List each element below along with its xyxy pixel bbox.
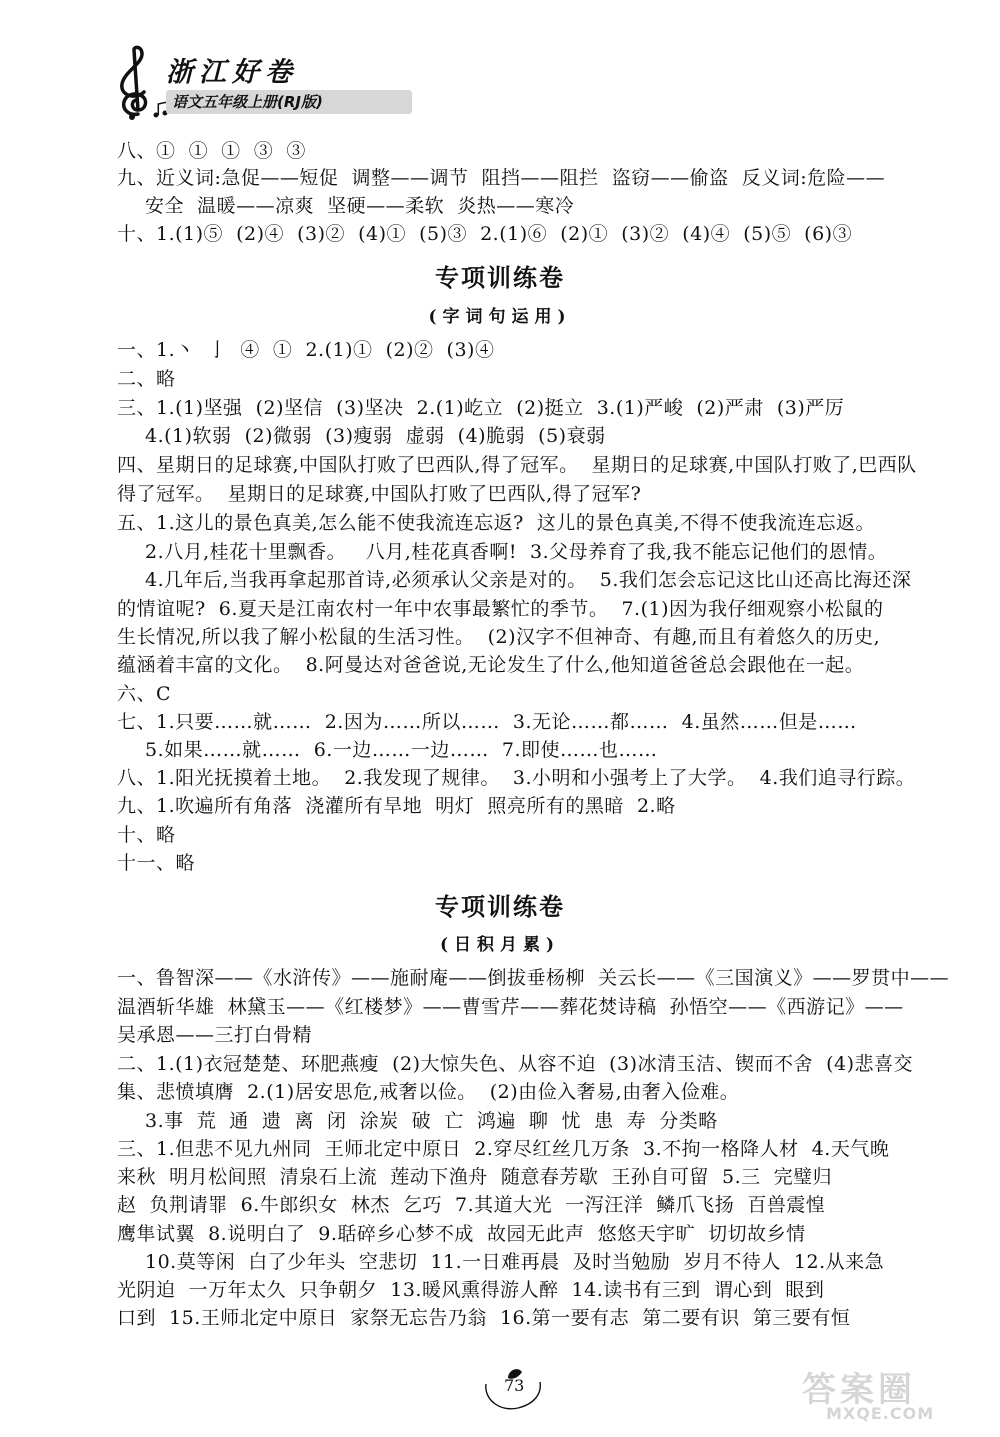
answer-line: 3.事 荒 通 遗 离 闭 涂炭 破 亡 鸿遍 聊 忧 患 寿 分类略 (145, 1110, 718, 1132)
watermark-text: 答案圈 (802, 1370, 916, 1410)
answer-line: 4.(1)软弱 (2)微弱 (3)瘦弱 虚弱 (4)脆弱 (5)衰弱 (145, 425, 606, 447)
answer-line: 四、星期日的足球赛,中国队打败了巴西队,得了冠军。 星期日的足球赛,中国队打败了,巴西队 (117, 454, 917, 476)
answer-line: 温酒斩华雄 林黛玉——《红楼梦》——曹雪芹——葬花焚诗稿 孙悟空——《西游记》—— (117, 996, 904, 1018)
answer-line: 三、1.(1)坚强 (2)坚信 (3)坚决 2.(1)屹立 (2)挺立 3.(1)严峻 (2)严肃 (3)严厉 (117, 397, 845, 419)
answer-line: 10.莫等闲 白了少年头 空悲切 11.一日难再晨 及时当勉励 岁月不待人 12.从来急 (145, 1251, 885, 1273)
book-subtitle: 语文五年级上册(RJ版) (166, 90, 412, 114)
answer-line: 七、1.只要……就…… 2.因为……所以…… 3.无论……都…… 4.虽然……但是…… (117, 711, 857, 733)
brand-title: 浙江好卷 (166, 57, 298, 88)
section-title: 专项训练卷 (435, 893, 565, 921)
answer-line: 2.八月,桂花十里飘香。 八月,桂花真香啊! 3.父母养育了我,我不能忘记他们的恩情。 (145, 541, 888, 563)
answer-line: 安全 温暖——凉爽 坚硬——柔软 炎热——寒冷 (145, 195, 575, 217)
answer-line: 口到 15.王师北定中原日 家祭无忘告乃翁 16.第一要有志 第二要有识 第三要有恒 (117, 1307, 851, 1329)
answer-line: 一、1.丶 亅 ④ ① 2.(1)① (2)② (3)④ (117, 339, 495, 361)
answer-line: 蕴涵着丰富的文化。 8.阿曼达对爸爸说,无论发生了什么,他知道爸爸总会跟他在一起。 (117, 654, 865, 676)
answer-line: 八、① ① ① ③ ③ (117, 140, 306, 162)
answer-line: 十、略 (117, 824, 176, 846)
answer-line: 的情谊呢? 6.夏天是江南农村一年中农事最繁忙的季节。 7.(1)因为我仔细观察小松鼠的 (117, 598, 884, 620)
book-header (112, 44, 412, 120)
page-number (478, 1364, 548, 1414)
section-subtitle: (字词句运用) (428, 307, 572, 327)
answer-line: 得了冠军。 星期日的足球赛,中国队打败了巴西队,得了冠军? (117, 483, 642, 505)
answer-line: 集、悲愤填膺 2.(1)居安思危,戒奢以俭。 (2)由俭入奢易,由奢入俭难。 (117, 1081, 740, 1103)
answer-line: 八、1.阳光抚摸着土地。 2.我发现了规律。 3.小明和小强考上了大学。 4.我们追寻行踪。 (117, 767, 916, 789)
answer-line: 一、鲁智深——《水浒传》——施耐庵——倒拔垂杨柳 关云长——《三国演义》——罗贯中—— (117, 967, 950, 989)
answer-line: 生长情况,所以我了解小松鼠的生活习性。 (2)汉字不但神奇、有趣,而且有着悠久的历史, (117, 626, 881, 648)
answer-line: 九、近义词:急促——短促 调整——调节 阻挡——阻拦 盗窃——偷盗 反义词:危险—— (117, 167, 886, 189)
answer-line: 十、1.(1)⑤ (2)④ (3)② (4)① (5)③ 2.(1)⑥ (2)① (3)② (4)④ (5)⑤ (6)③ (117, 223, 853, 245)
watermark-logo (774, 1360, 974, 1430)
answer-line: 三、1.但悲不见九州同 王师北定中原日 2.穿尽红丝几万条 3.不拘一格降人材 4.天气晚 (117, 1138, 890, 1160)
section-subtitle: (日积月累) (439, 935, 561, 955)
answer-line: 来秋 明月松间照 清泉石上流 莲动下渔舟 随意春芳歇 王孙自可留 5.三 完璧归 (117, 1166, 833, 1188)
watermark-url: MXQE.COM (826, 1404, 935, 1423)
answer-line: 十一、略 (117, 852, 196, 874)
section-title: 专项训练卷 (435, 264, 565, 292)
page-number-text: 73 (504, 1376, 525, 1395)
answer-line: 六、C (117, 683, 172, 705)
answer-line: 光阴迫 一万年太久 只争朝夕 13.暖风熏得游人醉 14.读书有三到 谓心到 眼到 (117, 1279, 825, 1301)
answer-line: 二、略 (117, 368, 176, 390)
answer-line: 二、1.(1)衣冠楚楚、环肥燕瘦 (2)大惊失色、从容不迫 (3)冰清玉洁、锲而不舍 (4)悲喜交 (117, 1053, 914, 1075)
answer-line: 九、1.吹遍所有角落 浇灌所有旱地 明灯 照亮所有的黑暗 2.略 (117, 795, 676, 817)
answer-line: 五、1.这儿的景色真美,怎么能不使我流连忘返? 这儿的景色真美,不得不使我流连忘返。 (117, 512, 875, 534)
answer-line: 4.几年后,当我再拿起那首诗,必须承认父亲是对的。 5.我们怎会忘记这比山还高比海还深 (145, 569, 912, 591)
answer-line: 鹰隼试翼 8.说明白了 9.聒碎乡心梦不成 故园无此声 悠悠天宇旷 切切故乡情 (117, 1223, 806, 1245)
answer-line: 5.如果……就…… 6.一边……一边…… 7.即使……也…… (145, 739, 658, 761)
answer-line: 吴承恩——三打白骨精 (117, 1024, 313, 1046)
answer-line: 赵 负荆请罪 6.牛郎织女 林杰 乞巧 7.其道大光 一泻汪洋 鳞爪飞扬 百兽震惶 (117, 1194, 826, 1216)
